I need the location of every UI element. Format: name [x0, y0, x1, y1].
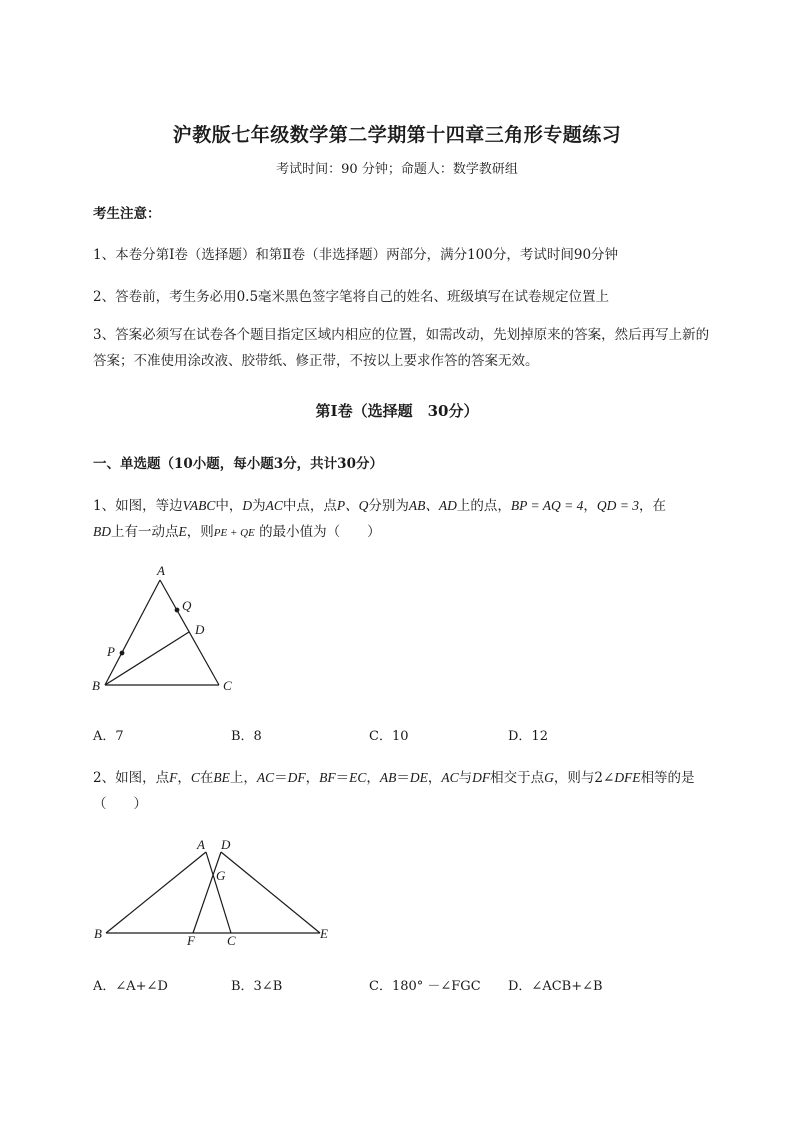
q1-figure: [85, 560, 255, 700]
q1-stem-line2: BD上有一动点E，则PE + QE 的最小值为（ ）: [93, 524, 381, 540]
q1-stem-line1: 1、如图，等边VABC中，D为AC中点，点P、Q分别为AB、AD上的点，BP = AQ = 4，QD = 3，在: [93, 498, 666, 514]
q2-option-a[interactable]: A．∠A+∠D: [93, 979, 168, 994]
q1-label-p: P: [107, 644, 115, 659]
exam-info: 考试时间：90 分钟；命题人：数学教研组: [276, 162, 518, 177]
q2-label-d: D: [221, 837, 231, 852]
q1-side-ac: [160, 580, 219, 685]
q2-option-d[interactable]: D．∠ACB+∠B: [508, 979, 603, 994]
notice-item-3: 3、答案必须写在试卷各个题目指定区域内相应的位置，如需改动，先划掉原来的答案，然后再写上新的答案；不准使用涂改液、胶带纸、修正带，不按以上要求作答的答案无效。: [93, 327, 710, 369]
q1-option-b[interactable]: B．8: [231, 729, 262, 744]
q1-segment-bd: [105, 632, 189, 685]
q2-label-g: G: [216, 868, 226, 883]
q1-option-c[interactable]: C．10: [369, 729, 409, 744]
q1-label-d: D: [195, 622, 205, 637]
q2-label-f: F: [187, 933, 195, 948]
part-heading: 一、单选题（10小题，每小题3分，共计30分）: [93, 456, 383, 472]
section-title: 第I卷（选择题 30分）: [315, 402, 479, 420]
q2-label-b: B: [94, 926, 102, 941]
q1-side-ab: [105, 580, 160, 685]
page-title: 沪教版七年级数学第二学期第十四章三角形专题练习: [172, 124, 622, 146]
notice-item-1: 1、本卷分第I卷（选择题）和第Ⅱ卷（非选择题）两部分，满分100分，考试时间90分钟: [93, 247, 619, 263]
q2-option-c[interactable]: C．180° －∠FGC: [369, 979, 481, 994]
q2-segment-fd: [193, 852, 221, 933]
q2-label-a: A: [197, 837, 205, 852]
q2-segment-de: [221, 852, 320, 933]
q2-label-c: C: [227, 933, 236, 948]
q2-segment-ba: [106, 852, 206, 933]
q2-figure: [90, 835, 340, 950]
q1-label-c: C: [223, 678, 232, 693]
q2-stem-line1: 2、如图，点F，C在BE上，AC＝DF，BF＝EC，AB＝DE，AC与DF相交于点G，则与2∠DFE相等的是: [93, 770, 695, 786]
q1-label-q: Q: [182, 598, 192, 613]
q2-segment-ac: [206, 852, 231, 933]
q1-point-q: [175, 608, 180, 613]
q1-option-a[interactable]: A．7: [93, 729, 124, 744]
q1-option-d[interactable]: D．12: [508, 729, 548, 744]
q2-option-b[interactable]: B．3∠B: [231, 979, 283, 994]
notice-heading: 考生注意：: [93, 206, 161, 222]
q2-label-e: E: [320, 926, 328, 941]
notice-item-2: 2、答卷前，考生务必用0.5毫米黑色签字笔将自己的姓名、班级填写在试卷规定位置上: [93, 289, 610, 305]
q2-stem-line2: （ ）: [93, 796, 147, 812]
q1-point-p: [120, 651, 125, 656]
q1-label-b: B: [92, 678, 100, 693]
q1-label-a: A: [157, 563, 165, 578]
